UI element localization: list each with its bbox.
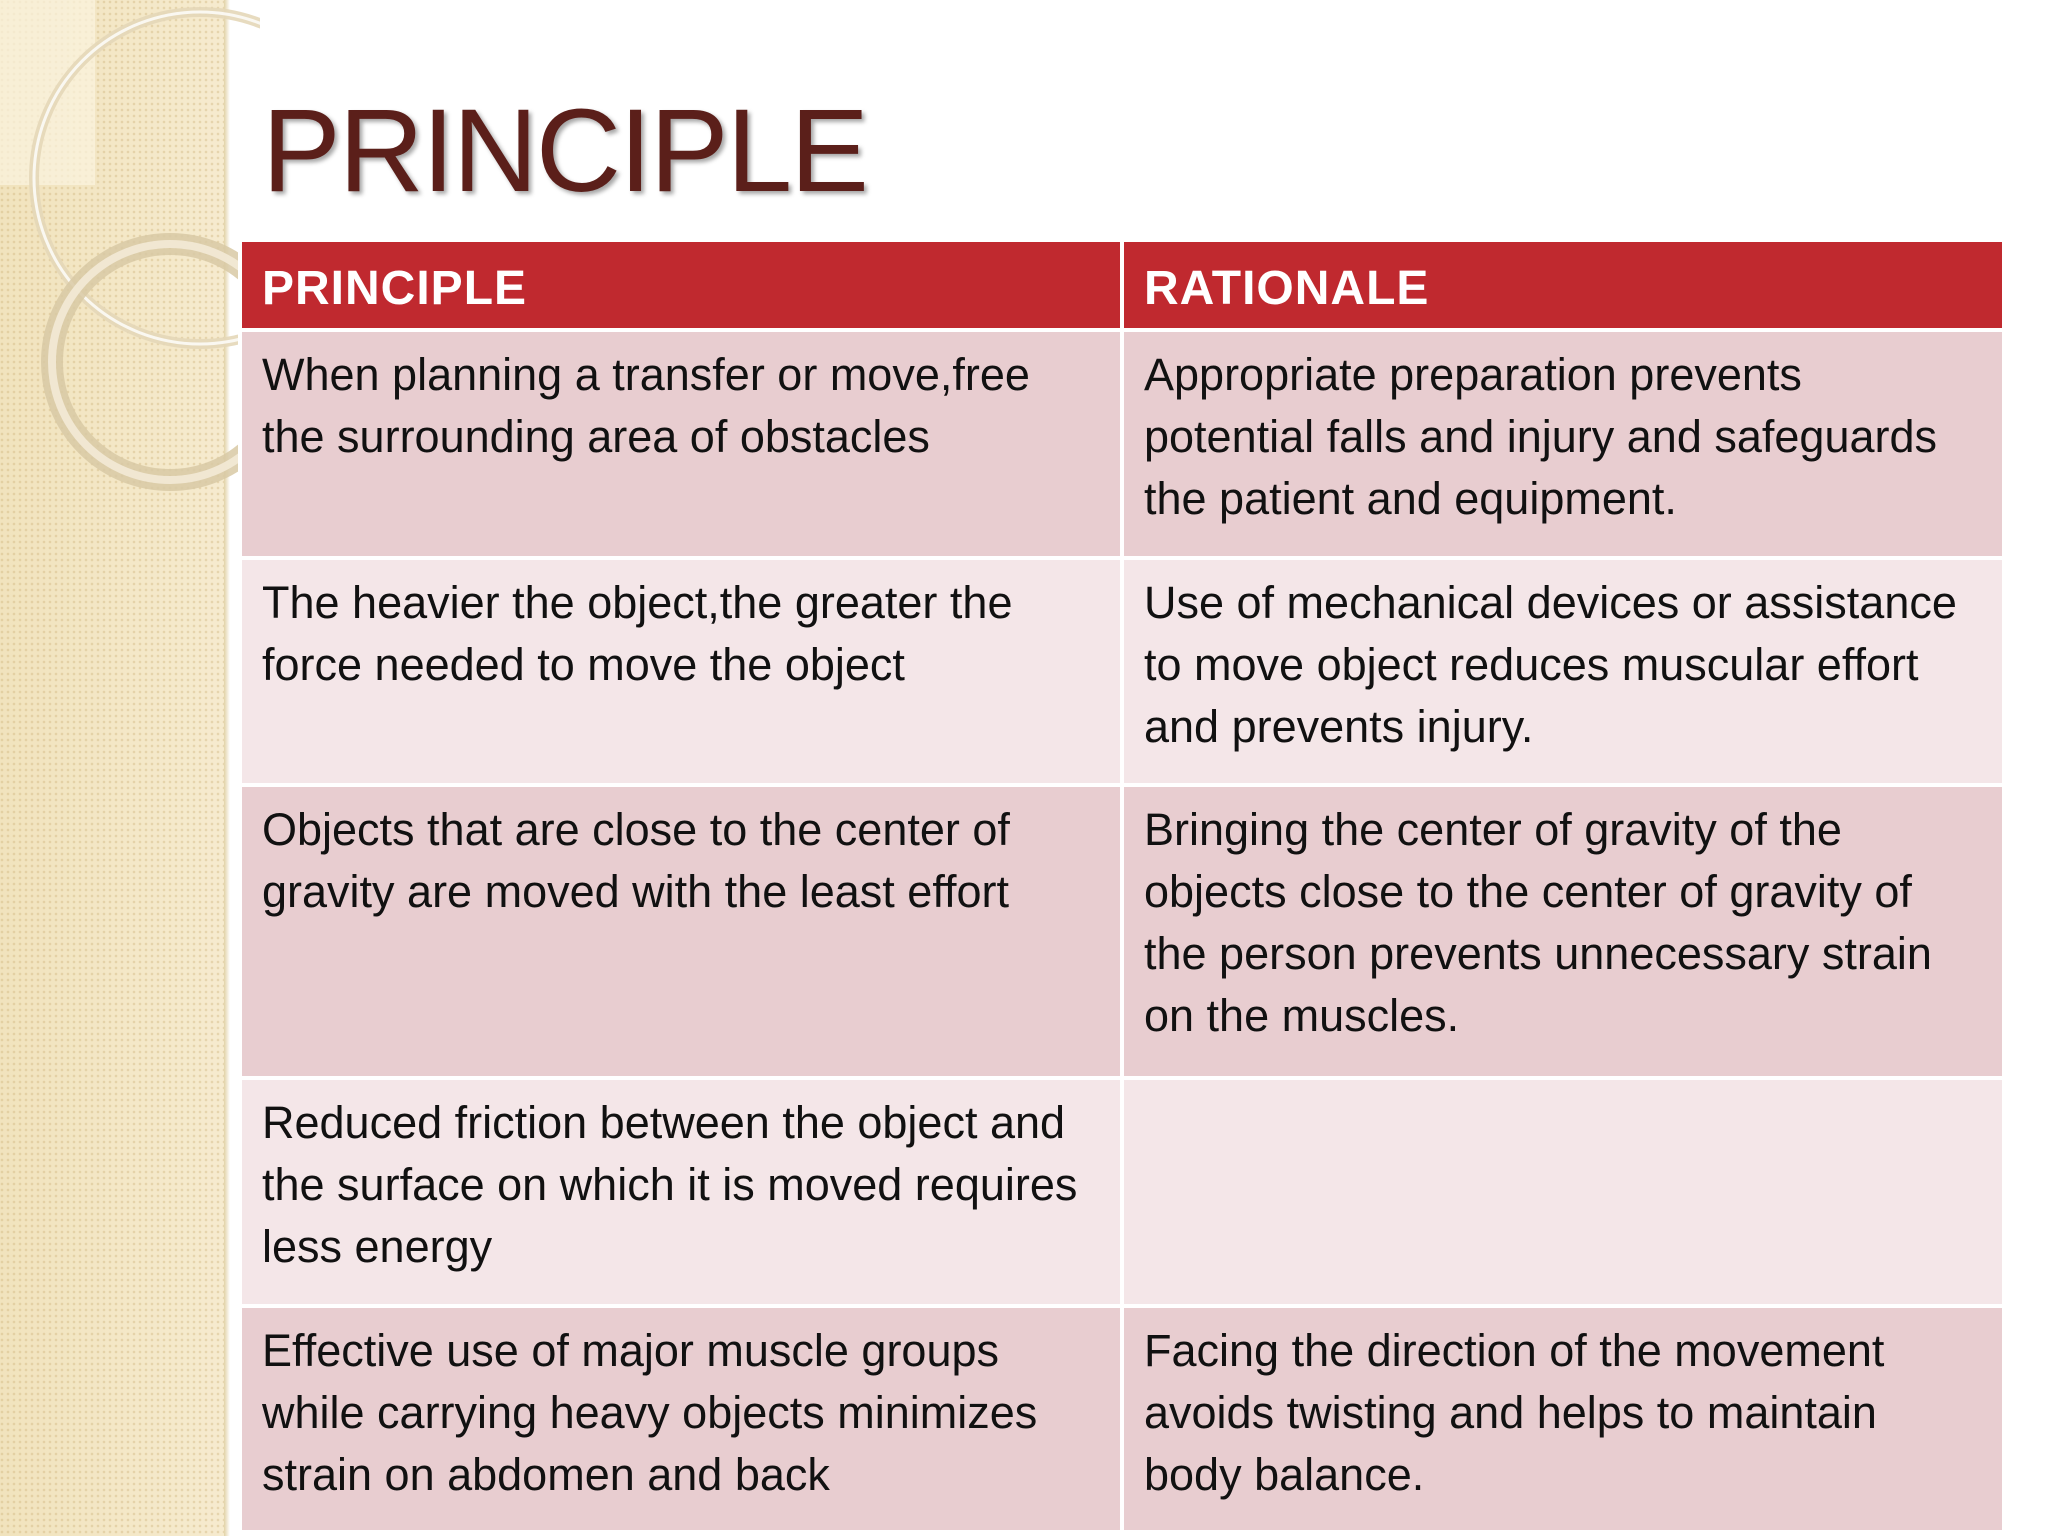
table-header-row: [240, 240, 2004, 330]
principle-table: [238, 238, 2006, 1534]
table-row: [240, 785, 2004, 1078]
principle-cell: The heavier the object,the greater the force needed to move the object: [240, 558, 1122, 785]
principle-cell: When planning a transfer or move,free the surrounding area of obstacles: [240, 330, 1122, 558]
rationale-cell: Use of mechanical devices or assistance to move object reduces muscular effort and prevents injury.: [1122, 558, 2004, 785]
rationale-column-header: RATIONALE: [1122, 240, 2004, 330]
principle-cell: Objects that are close to the center of gravity are moved with the least effort: [240, 785, 1122, 1078]
slide-title: PRINCIPLE: [262, 85, 867, 217]
principle-column-header: PRINCIPLE: [240, 240, 1122, 330]
table-row: [240, 1306, 2004, 1532]
table-row: [240, 1078, 2004, 1306]
table-row: [240, 558, 2004, 785]
rationale-cell: Facing the direction of the movement avoids twisting and helps to maintain body balance.: [1122, 1306, 2004, 1532]
rationale-cell: Bringing the center of gravity of the objects close to the center of gravity of the person prevents unnecessary strain on the muscles.: [1122, 785, 2004, 1078]
table-row: [240, 330, 2004, 558]
rationale-cell: Appropriate preparation prevents potential falls and injury and safeguards the patient and equipment.: [1122, 330, 2004, 558]
decorative-rings: [0, 0, 260, 520]
rationale-cell: [1122, 1078, 2004, 1306]
principle-cell: Effective use of major muscle groups while carrying heavy objects minimizes strain on abdomen and back: [240, 1306, 1122, 1532]
principle-cell: Reduced friction between the object and the surface on which it is moved requires less energy: [240, 1078, 1122, 1306]
